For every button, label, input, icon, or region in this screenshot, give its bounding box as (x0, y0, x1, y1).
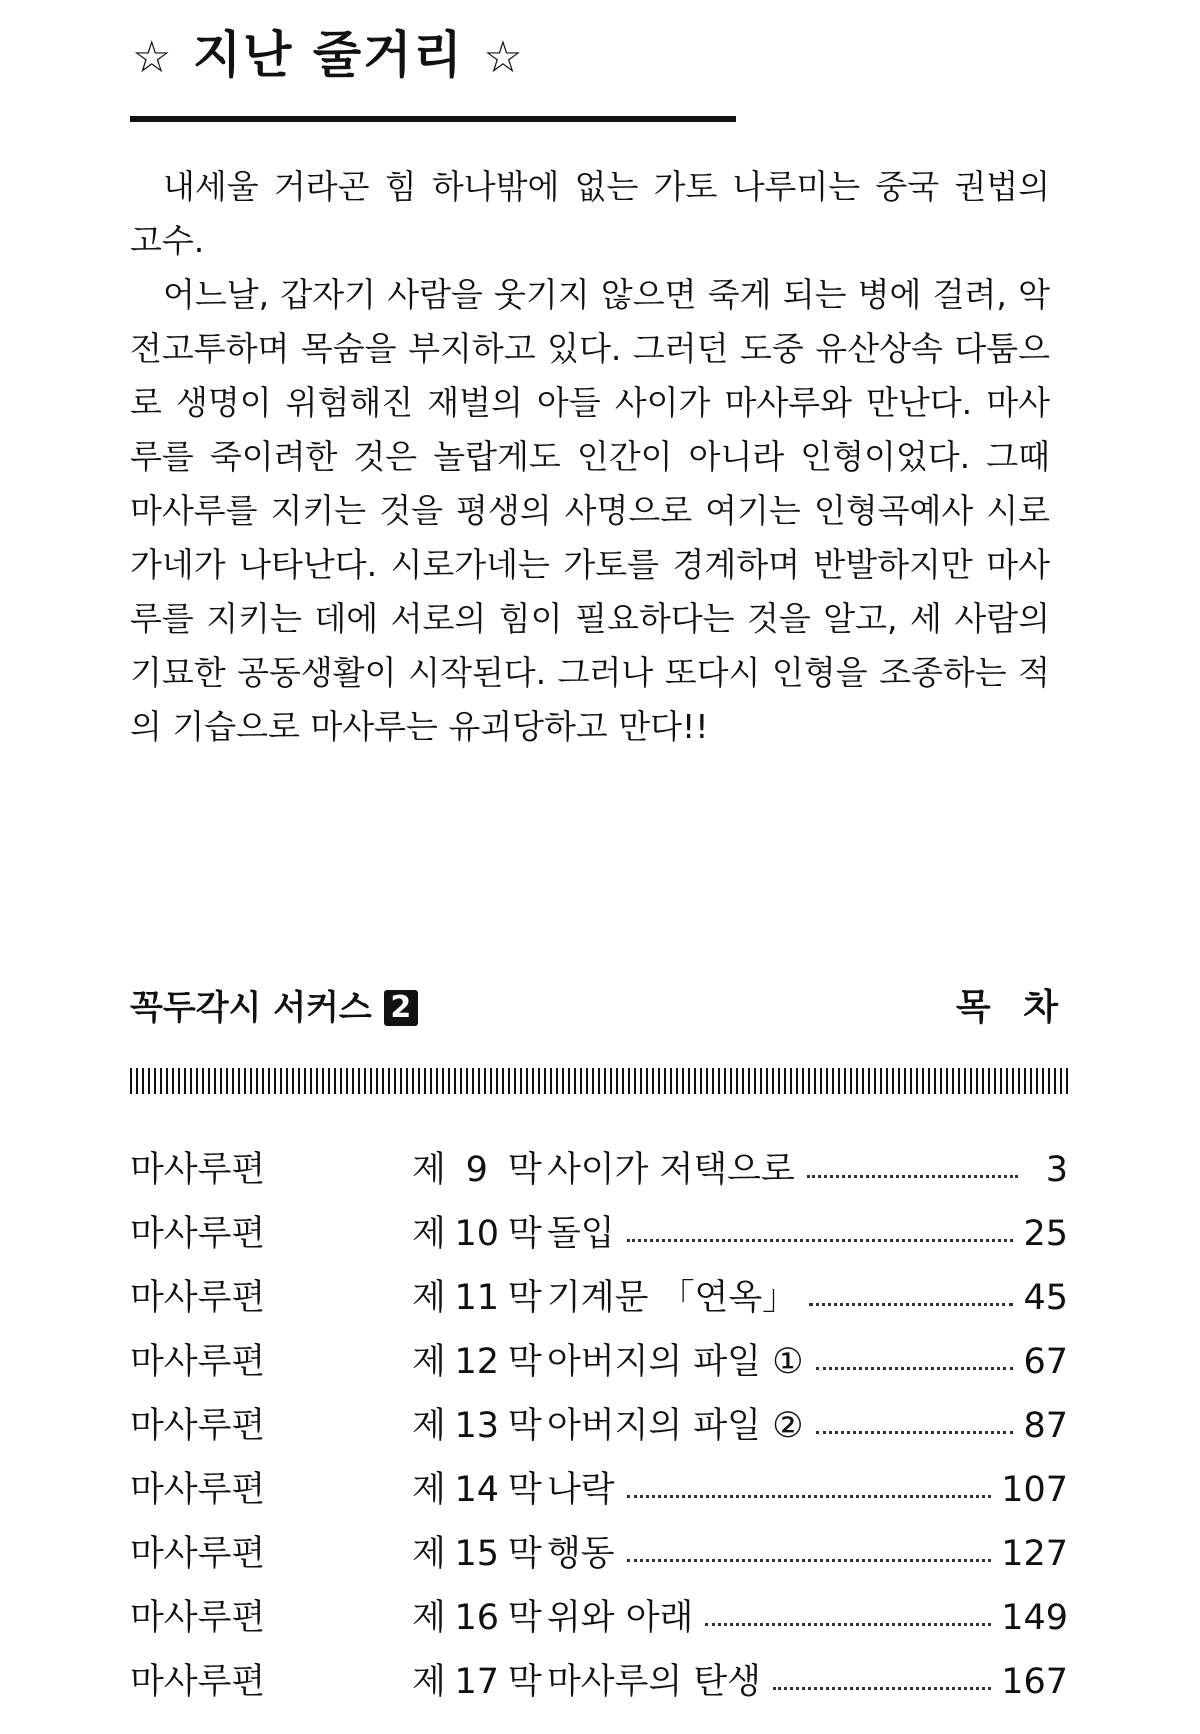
toc-entry-11[interactable] (130, 1266, 1068, 1330)
toc-chapter-title: 마사루의 탄생 (547, 1661, 761, 1702)
toc-page-number: 107 (1001, 1469, 1068, 1510)
toc-leader-dots (807, 1175, 1018, 1178)
toc-series-title (130, 990, 418, 1026)
toc-page-number: 67 (1023, 1341, 1068, 1382)
recap-title-text: 지난 줄거리 (192, 26, 464, 84)
toc-episode-prefix: 제 (412, 1149, 446, 1190)
toc-page-number: 127 (1001, 1533, 1068, 1574)
toc-part: 마사루편 (130, 1149, 266, 1190)
toc-episode-number: 16 (454, 1597, 500, 1638)
toc-episode-prefix: 제 (412, 1213, 446, 1254)
toc-chapter-title: 아버지의 파일 ② (547, 1405, 804, 1446)
toc-entry-10[interactable] (130, 1202, 1068, 1266)
toc-chapter-title: 위와 아래 (547, 1597, 694, 1638)
toc-episode-prefix: 제 (412, 1597, 446, 1638)
star-right-icon: ☆ (483, 32, 525, 83)
toc-episode-number: 13 (454, 1405, 500, 1446)
toc-part: 마사루편 (130, 1405, 266, 1446)
toc-leader-dots (627, 1239, 1014, 1242)
series-title-text: 꼭두각시 서커스 (130, 988, 372, 1028)
toc-episode-prefix: 제 (412, 1341, 446, 1382)
toc-chapter-title: 아버지의 파일 ① (547, 1341, 804, 1382)
toc-episode-suffix: 막 (507, 1149, 542, 1190)
toc-episode (412, 1597, 547, 1638)
toc-episode (412, 1469, 547, 1510)
toc-episode-prefix: 제 (412, 1277, 446, 1318)
toc-episode-number: 17 (454, 1661, 500, 1702)
toc-episode-number: 15 (454, 1533, 500, 1574)
toc-part: 마사루편 (130, 1469, 266, 1510)
toc-part: 마사루편 (130, 1597, 266, 1638)
toc-episode-suffix: 막 (507, 1597, 542, 1638)
toc-episode-suffix: 막 (507, 1277, 542, 1318)
toc-entry-14[interactable] (130, 1458, 1068, 1522)
toc-episode-suffix: 막 (507, 1341, 542, 1382)
volume-number-badge: 2 (384, 990, 418, 1026)
toc-page-number: 45 (1023, 1277, 1068, 1318)
recap-heading (132, 26, 525, 84)
toc-episode (412, 1213, 547, 1254)
toc-entry-15[interactable] (130, 1522, 1068, 1586)
toc-page-number: 25 (1023, 1213, 1068, 1254)
toc-page-number: 167 (1001, 1661, 1068, 1702)
toc-episode (412, 1277, 547, 1318)
toc-part: 마사루편 (130, 1277, 266, 1318)
toc-episode-number: 10 (454, 1213, 500, 1254)
star-left-icon: ☆ (132, 32, 174, 83)
toc-episode-prefix: 제 (412, 1405, 446, 1446)
toc-episode-prefix: 제 (412, 1533, 446, 1574)
toc-divider-comb (130, 1068, 1068, 1094)
toc-episode-prefix: 제 (412, 1469, 446, 1510)
toc-leader-dots (773, 1687, 991, 1690)
toc-episode (412, 1661, 547, 1702)
toc-episode (412, 1533, 547, 1574)
toc-episode-suffix: 막 (507, 1213, 542, 1254)
toc-episode (412, 1341, 547, 1382)
toc-page-number: 149 (1001, 1597, 1068, 1638)
toc-entry-16[interactable] (130, 1586, 1068, 1650)
toc-episode-number: 11 (454, 1277, 500, 1318)
toc-page-number: 3 (1045, 1149, 1068, 1190)
toc-part: 마사루편 (130, 1661, 266, 1702)
recap-paragraph-1: 내세울 거라곤 힘 하나밖에 없는 가토 나루미는 중국 권법의 고수. (130, 167, 1050, 260)
toc-entry-13[interactable] (130, 1394, 1068, 1458)
toc-episode-prefix: 제 (412, 1661, 446, 1702)
toc-leader-dots (627, 1495, 992, 1498)
toc-episode-number: 9 (465, 1149, 488, 1190)
toc-chapter-title: 기계문 「연옥」 (547, 1277, 798, 1318)
recap-body (130, 160, 1050, 754)
toc-leader-dots (627, 1559, 992, 1562)
toc-entry-17[interactable] (130, 1650, 1068, 1714)
toc-episode-suffix: 막 (507, 1469, 542, 1510)
toc-leader-dots (816, 1367, 1014, 1370)
toc-episode-number: 12 (454, 1341, 500, 1382)
toc-leader-dots (809, 1303, 1013, 1306)
toc-entry-12[interactable] (130, 1330, 1068, 1394)
toc-label: 목 차 (955, 987, 1068, 1028)
toc-leader-dots (705, 1623, 991, 1626)
toc-episode-suffix: 막 (507, 1661, 542, 1702)
toc-part: 마사루편 (130, 1213, 266, 1254)
toc-chapter-title: 사이가 저택으로 (547, 1149, 795, 1190)
toc-part: 마사루편 (130, 1533, 266, 1574)
toc-chapter-title: 돌입 (547, 1213, 615, 1254)
recap-paragraph-2: 어느날, 갑자기 사람을 웃기지 않으면 죽게 되는 병에 걸려, 악전고투하며 목숨을 부지하고 있다. 그러던 도중 유산상속 다툼으로 생명이 위험해진 재벌의 아들 사이가 마사루와 만난다. 마사루를 죽이려한 것은 놀랍게도 인간이 아니라 인형이었다. 그때 마사루를 지키는 것을 평생의 사명으로 여기는 인형곡예사 시로가네가 나타난다. 시로가네는 가토를 경계하며 반발하지만 마사루를 지키는 데에 서로의 힘이 필요하다는 것을 알고, 세 사람의 기묘한 공동생활이 시작된다. 그러나 또다시 인형을 조종하는 적의 기습으로 마사루는 유괴당하고 만다!! (130, 275, 1050, 746)
recap-title-underline (130, 116, 736, 122)
toc-episode (412, 1149, 547, 1190)
toc-list (130, 1138, 1068, 1714)
toc-episode (412, 1405, 547, 1446)
toc-episode-suffix: 막 (507, 1405, 542, 1446)
toc-chapter-title: 행동 (547, 1533, 615, 1574)
toc-episode-number: 14 (454, 1469, 500, 1510)
toc-entry-9[interactable] (130, 1138, 1068, 1202)
toc-chapter-title: 나락 (547, 1469, 615, 1510)
toc-leader-dots (816, 1431, 1014, 1434)
toc-episode-suffix: 막 (507, 1533, 542, 1574)
toc-part: 마사루편 (130, 1341, 266, 1382)
toc-page-number: 87 (1023, 1405, 1068, 1446)
